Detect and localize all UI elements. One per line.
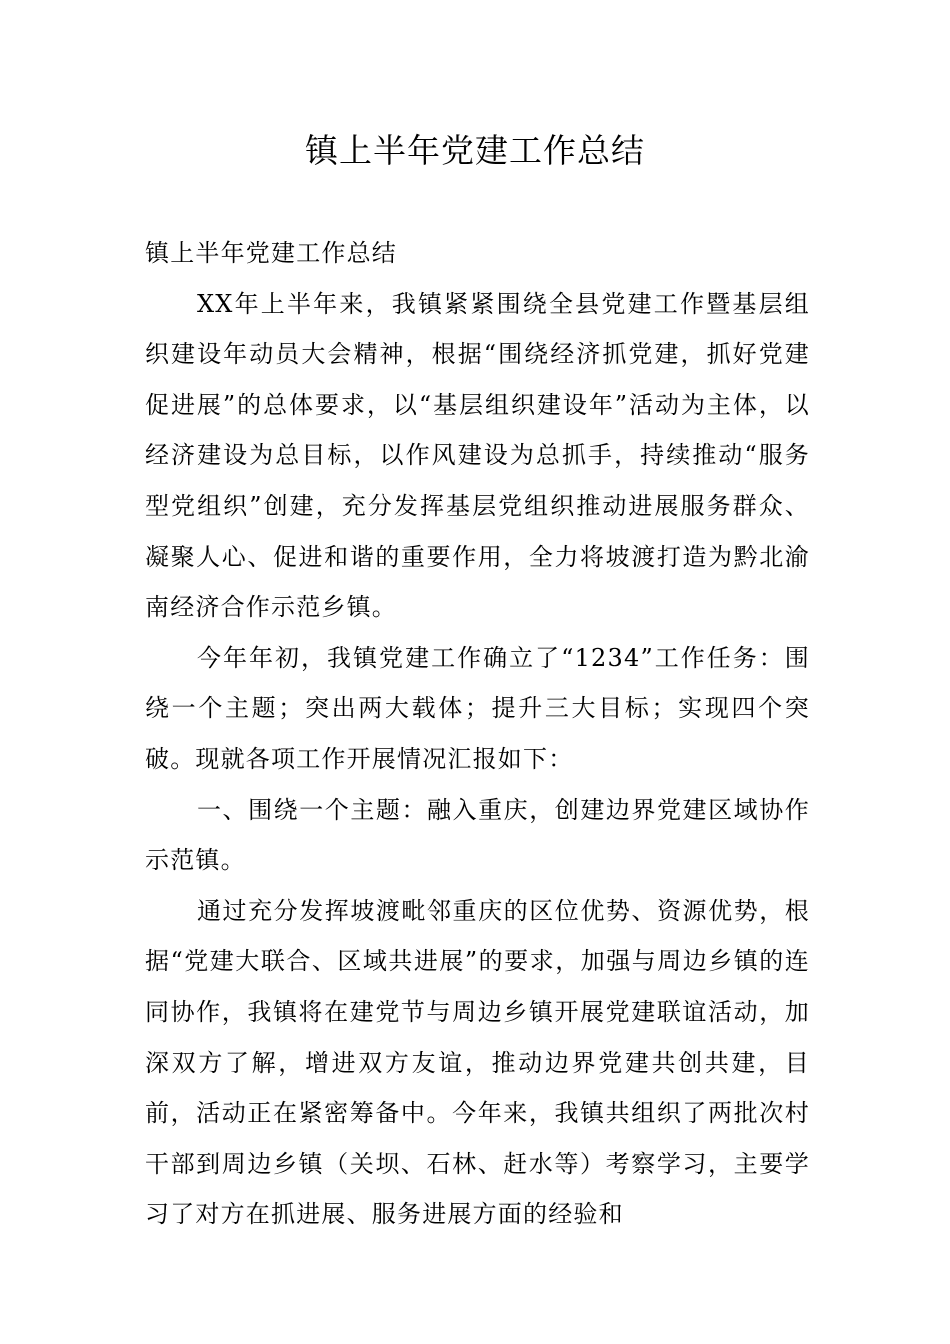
section-heading-one: 一、围绕一个主题：融入重庆，创建边界党建区域协作示范镇。 xyxy=(145,795,810,875)
paragraph-tasks: 今年年初，我镇党建工作确立了“1234”工作任务：围绕一个主题；突出两大载体；提升三大目标；实现四个突破。现就各项工作开展情况汇报如下： xyxy=(145,643,810,773)
document-body xyxy=(145,228,810,1240)
paragraph-intro: XX年上半年来，我镇紧紧围绕全县党建工作暨基层组织建设年动员大会精神，根据“围绕经济抓党建，抓好党建促进展”的总体要求，以“基层组织建设年”活动为主体，以经济建设为总目标，以作风建设为总抓手，持续推动“服务型党组织”创建，充分发挥基层党组织推动进展服务群众、凝聚人心、促进和谐的重要作用，全力将坡渡打造为黔北渝南经济合作示范乡镇。 xyxy=(145,289,810,622)
paragraph-section-one-body: 通过充分发挥坡渡毗邻重庆的区位优势、资源优势，根据“党建大联合、区域共进展”的要求，加强与周边乡镇的连同协作，我镇将在建党节与周边乡镇开展党建联谊活动，加深双方了解，增进双方友谊，推动边界党建共创共建，目前，活动正在紧密筹备中。今年来，我镇共组织了两批次村干部到周边乡镇（关坝、石林、赶水等）考察学习，主要学习了对方在抓进展、服务进展方面的经验和 xyxy=(145,896,810,1229)
document-title: 镇上半年党建工作总结 xyxy=(305,131,645,170)
paragraph-subtitle: 镇上半年党建工作总结 xyxy=(145,239,397,267)
